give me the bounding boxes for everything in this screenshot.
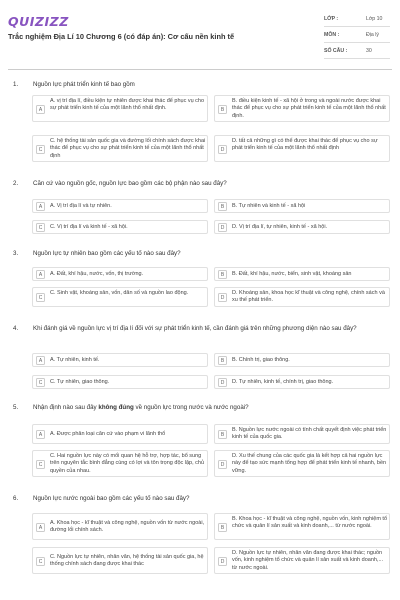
option-letter-badge: B [218, 105, 227, 114]
option-letter-badge: C [36, 378, 45, 387]
question-negation: không đúng [98, 404, 134, 411]
option-c[interactable] [32, 287, 208, 307]
option-letter-badge: A [36, 202, 45, 211]
option-c[interactable] [32, 375, 208, 389]
option-c[interactable] [32, 135, 208, 162]
option-letter-badge: C [36, 460, 45, 469]
option-b[interactable] [214, 513, 390, 540]
option-letter-badge: A [36, 270, 45, 279]
option-c[interactable] [32, 547, 208, 574]
meta-value: 30 [366, 47, 372, 54]
question-text: Nguồn lực phát triển kinh tế bao gồm [33, 81, 135, 88]
option-letter-badge: D [218, 557, 227, 566]
option-text: B. Đất, khí hậu, nước, biển, sinh vật, khoáng sản [232, 271, 352, 277]
meta-value: Lớp 10 [366, 15, 383, 22]
option-a[interactable] [32, 353, 208, 367]
option-text: D. tất cả những gì có thể được khai thác để phục vụ cho sự phát triển kinh tế của một lãnh thổ nhất định [232, 138, 378, 152]
option-text: A. Khoa học - kĩ thuật và công nghệ, nguồn vốn từ nước ngoài, đường lối chính sách. [50, 520, 205, 534]
page-title: Trắc nghiệm Địa Lí 10 Chương 6 (có đáp án): Cơ cấu nền kinh tế [8, 32, 235, 41]
option-c[interactable] [32, 220, 208, 234]
option-text: B. Khoa học - kĩ thuật và công nghệ, nguồn vốn, kinh nghiệm tổ chức và quản lí sản xuất và kinh doanh,... từ nước ngoài. [232, 516, 388, 530]
meta-key: LỚP : [324, 15, 339, 22]
option-d[interactable] [214, 375, 390, 389]
option-letter-badge: B [218, 430, 227, 439]
option-letter-badge: C [36, 293, 45, 302]
question-number: 6. [13, 495, 19, 502]
option-a[interactable] [32, 424, 208, 444]
option-c[interactable] [32, 450, 208, 477]
meta-key: MÔN : [324, 31, 340, 38]
option-text: A. vị trí địa lí, điều kiện tự nhiên được khai thác để phục vụ cho sự phát triển kinh tế của một lãnh thổ nhất định. [50, 98, 205, 112]
option-text: B. Nguồn lực nước ngoài có tính chất quyết định việc phát triển kinh tế của quốc gia. [232, 427, 387, 441]
option-b[interactable] [214, 267, 390, 281]
option-letter-badge: D [218, 293, 227, 302]
option-text: B. Chính trị, giao thông. [232, 357, 290, 363]
option-text: C. hệ thống tài sản quốc gia và đường lối chính sách được khai thác để phục vụ cho sự phát triển kinh tế của một lãnh thổ nhất định [50, 138, 206, 159]
option-text: C. Sinh vật, khoáng sản, vốn, dân số và nguồn lao động. [50, 290, 189, 296]
meta-row-count [324, 43, 390, 59]
option-letter-badge: D [218, 145, 227, 154]
meta-value: Địa lý [366, 31, 379, 38]
option-a[interactable] [32, 199, 208, 213]
option-letter-badge: B [218, 523, 227, 532]
option-letter-badge: A [36, 105, 45, 114]
question-text [33, 404, 363, 413]
option-letter-badge: C [36, 145, 45, 154]
meta-key: SỐ CÂU : [324, 47, 348, 54]
option-letter-badge: A [36, 430, 45, 439]
option-text: D. Tự nhiên, kinh tế, chính trị, giao thông. [232, 379, 334, 385]
option-text: D. Khoáng sản, khoa học kĩ thuật và công nghệ, chính sách và xu thế phát triển. [232, 290, 385, 304]
option-d[interactable] [214, 287, 390, 307]
question-text: Nguồn lực nước ngoài bao gồm các yếu tố nào sau đây? [33, 495, 190, 502]
option-text: C. Hai nguồn lực này có mối quan hệ hỗ trợ, hợp tác, bổ sung trên nguyên tắc bình đẳng cùng có lợi và tôn trọng độc lập, chủ quyền của nhau. [50, 453, 205, 474]
header-divider [8, 69, 392, 70]
worksheet-header [0, 0, 400, 68]
option-b[interactable] [214, 199, 390, 213]
option-text: C. Tự nhiên, giao thông. [50, 379, 110, 385]
option-b[interactable] [214, 95, 390, 122]
option-text: A. Được phân loại căn cứ vào phạm vi lãnh thổ [50, 431, 166, 437]
option-a[interactable] [32, 267, 208, 281]
option-b[interactable] [214, 424, 390, 444]
option-letter-badge: A [36, 523, 45, 532]
option-letter-badge: D [218, 378, 227, 387]
option-d[interactable] [214, 547, 390, 574]
question-number: 5. [13, 404, 19, 411]
option-letter-badge: B [218, 356, 227, 365]
option-text: A. Đất, khí hậu, nước, vốn, thị trường. [50, 271, 144, 277]
question-number: 1. [13, 81, 19, 88]
question-text-after: về nguồn lực trong nước và nước ngoài? [133, 404, 249, 411]
option-a[interactable] [32, 513, 208, 540]
option-a[interactable] [32, 95, 208, 122]
option-d[interactable] [214, 220, 390, 234]
option-d[interactable] [214, 135, 390, 162]
option-text: D. Xu thế chung của các quốc gia là kết hợp cả hai nguồn lực này để tạo sức mạnh tổng hợp để phát triển kinh tế nhanh, bền vững. [232, 453, 387, 474]
option-text: B. điều kiện kinh tế - xã hội ở trong và ngoài nước được khai thác để phục vụ cho sự phát triển kinh tế của một lãnh thổ nhất định. [232, 98, 386, 119]
option-text: C. Nguồn lực tự nhiên, nhân văn, hệ thống tài sản quốc gia, hệ thống chính sách đang được khai thác [50, 554, 204, 568]
option-d[interactable] [214, 450, 390, 477]
option-letter-badge: A [36, 356, 45, 365]
option-letter-badge: C [36, 557, 45, 566]
meta-row-subject [324, 27, 390, 43]
option-b[interactable] [214, 353, 390, 367]
option-text: A. Tự nhiên, kinh tế. [50, 357, 100, 363]
option-text: C. Vị trí địa lí và kinh tế - xã hội. [50, 224, 128, 230]
question-number: 2. [13, 180, 19, 187]
option-text: B. Tự nhiên và kinh tế - xã hội [232, 203, 306, 209]
option-letter-badge: D [218, 223, 227, 232]
option-text: A. Vị trí địa lí và tự nhiên. [50, 203, 112, 209]
meta-row-class [324, 11, 390, 27]
question-text: Căn cứ vào nguồn gốc, nguồn lực bao gồm các bộ phận nào sau đây? [33, 180, 227, 187]
question-number: 3. [13, 250, 19, 257]
quizizz-logo: QUIZIZZ [8, 14, 69, 29]
option-letter-badge: B [218, 202, 227, 211]
option-text: D. Vị trí địa lí, tự nhiên, kinh tế - xã hội. [232, 224, 328, 230]
question-text-before: Nhận định nào sau đây [33, 404, 99, 411]
question-text: Khi đánh giá về nguồn lực vị trí địa lí đối với sự phát triển kinh tế, cần đánh giá trên những phương diện nào sau đây? [33, 325, 357, 332]
option-letter-badge: C [36, 223, 45, 232]
option-letter-badge: B [218, 270, 227, 279]
question-number: 4. [13, 325, 19, 332]
option-text: D. Nguồn lực tự nhiên, nhân văn đang được khai thác; nguồn vốn, kinh nghiệm tổ chức và quản lí sản xuất và kinh doanh,... từ nước ngoài. [232, 550, 384, 571]
option-letter-badge: D [218, 460, 227, 469]
meta-table [324, 11, 390, 59]
question-text: Nguồn lực tự nhiên bao gồm các yếu tố nào sau đây? [33, 250, 181, 257]
